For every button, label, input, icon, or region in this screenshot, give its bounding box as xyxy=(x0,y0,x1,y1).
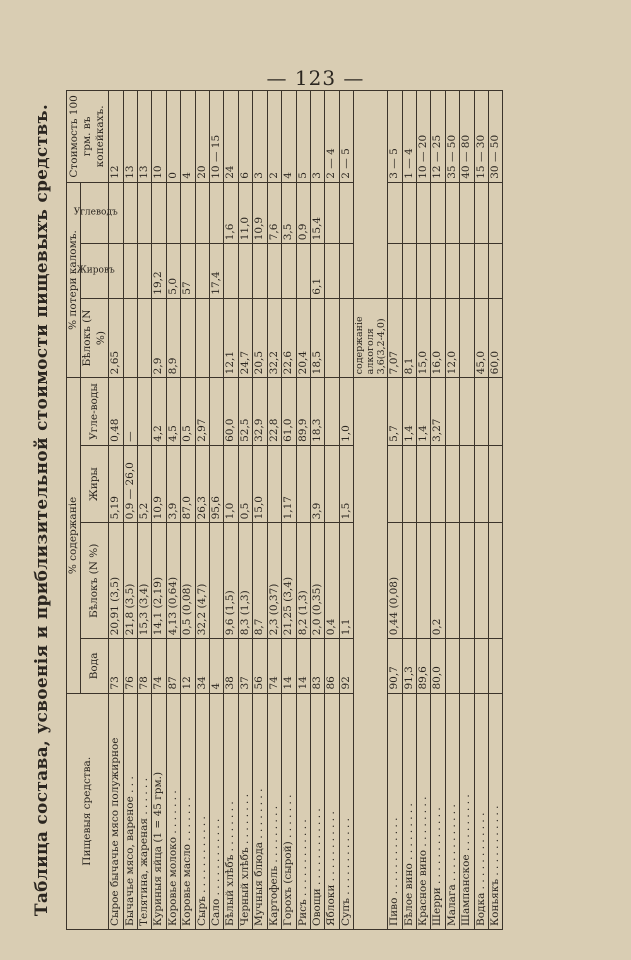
cell-loss-fat xyxy=(459,244,473,298)
cell-carbs: 1,4 xyxy=(416,378,430,446)
table-row xyxy=(296,91,310,930)
header-loss-fat xyxy=(75,244,114,298)
cell-carbs: 0,5 xyxy=(180,378,194,446)
cell-loss-fat xyxy=(387,244,401,298)
cell-food: Бычачье мясо, вареное . . . xyxy=(123,693,137,929)
cell-fat: 10,9 xyxy=(151,445,165,523)
cell-carbs xyxy=(459,378,473,446)
cell-loss-fat xyxy=(402,244,416,298)
cell-cost: 4 xyxy=(180,91,194,183)
cell-carbs: 1,4 xyxy=(402,378,416,446)
table-row xyxy=(252,91,266,930)
cell-loss-protein xyxy=(137,298,151,378)
cell-loss-protein: 18,5 xyxy=(310,298,324,378)
cell-cost: 10 — 20 xyxy=(416,91,430,183)
cell-loss-protein xyxy=(209,298,223,378)
cell-cost: 6 xyxy=(238,91,252,183)
cell-cost: 5 xyxy=(296,91,310,183)
cell-water: 83 xyxy=(310,639,324,693)
cell-water xyxy=(474,639,488,693)
cell-loss-fat xyxy=(123,244,137,298)
cell-water: 74 xyxy=(151,639,165,693)
cell-protein: 4,13 (0,64) xyxy=(166,523,180,639)
cell-water: 37 xyxy=(238,639,252,693)
cell-loss-protein: 12,0 xyxy=(445,298,459,378)
header-composition-group: % содержаніе xyxy=(66,378,80,693)
cell-loss-fat xyxy=(223,244,237,298)
table-row xyxy=(445,91,459,930)
cell-fat xyxy=(474,445,488,523)
cell-loss-fat xyxy=(416,244,430,298)
cell-loss-fat: 17,4 xyxy=(209,244,223,298)
cell-carbs: 89,9 xyxy=(296,378,310,446)
cell-fat: 0,9 — 26,0 xyxy=(123,445,137,523)
cell-water: 14 xyxy=(281,639,295,693)
cell-carbs: 5,7 xyxy=(387,378,401,446)
cell-water: 92 xyxy=(339,639,353,693)
cell-loss-fat xyxy=(137,244,151,298)
cell-fat xyxy=(387,445,401,523)
cell-food: Коньякъ . . . . . . . . . . . xyxy=(488,693,502,929)
cell-protein: 8,2 (1,3) xyxy=(296,523,310,639)
cell-water: 38 xyxy=(223,639,237,693)
cell-loss-carbs xyxy=(488,182,502,244)
cell-cost: 13 xyxy=(137,91,151,183)
cell-carbs: 22,8 xyxy=(267,378,281,446)
cell-loss-carbs: 11,0 xyxy=(238,182,252,244)
cell-fat xyxy=(488,445,502,523)
table-row xyxy=(238,91,252,930)
cell-loss-protein: 2,9 xyxy=(151,298,165,378)
cell-carbs: 61,0 xyxy=(281,378,295,446)
cell-carbs xyxy=(137,378,151,446)
cell-loss-carbs: 3,5 xyxy=(281,182,295,244)
cell-fat: 5,2 xyxy=(137,445,151,523)
cell-carbs xyxy=(445,378,459,446)
cell-water: 34 xyxy=(195,639,209,693)
table-row xyxy=(474,91,488,930)
header-fat: Жиры xyxy=(80,445,108,523)
cell-cost: 20 xyxy=(195,91,209,183)
cell-loss-protein: 8,1 xyxy=(402,298,416,378)
cell-food: Овощи . . . . . . . . . . . . xyxy=(310,693,324,929)
cell-loss-carbs: 7,6 xyxy=(267,182,281,244)
header-loss-carbs-text: Углеводъ xyxy=(72,207,117,218)
cell-loss-fat xyxy=(324,244,338,298)
cell-loss-protein: 20,4 xyxy=(296,298,310,378)
cell-cost: 2 — 4 xyxy=(324,91,338,183)
cell-water: 73 xyxy=(108,639,122,693)
cell-loss-protein xyxy=(324,298,338,378)
cell-loss-fat: 6,1 xyxy=(310,244,324,298)
cell-food: Сало . . . . . . . . . . . . xyxy=(209,693,223,929)
cell-loss-carbs xyxy=(339,182,353,244)
cell-carbs: 3,27 xyxy=(430,378,444,446)
cell-protein: 21,25 (3,4) xyxy=(281,523,295,639)
cell-loss-protein: 16,0 xyxy=(430,298,444,378)
cell-protein: 32,2 (4,7) xyxy=(195,523,209,639)
page-number: — 123 — xyxy=(266,66,365,90)
cell-loss-fat xyxy=(281,244,295,298)
table-row xyxy=(430,91,444,930)
cell-protein xyxy=(445,523,459,639)
cell-cost: 3 — 5 xyxy=(387,91,401,183)
cell-water: 87 xyxy=(166,639,180,693)
header-loss-protein: Бѣлокъ (N %) xyxy=(80,298,108,378)
cell-protein: 2,0 (0,35) xyxy=(310,523,324,639)
cell-cost: 24 xyxy=(223,91,237,183)
cell-fat: 5,19 xyxy=(108,445,122,523)
cell-carbs xyxy=(209,378,223,446)
cell-loss-carbs xyxy=(416,182,430,244)
cell-carbs xyxy=(474,378,488,446)
cell-food: Горохъ (сырой) . . . . . . . xyxy=(281,693,295,929)
cell-food: Сыръ . . . . . . . . . . . . xyxy=(195,693,209,929)
cell-loss-protein xyxy=(123,298,137,378)
cell-loss-carbs xyxy=(209,182,223,244)
cell-carbs: 2,97 xyxy=(195,378,209,446)
cell-fat: 3,9 xyxy=(166,445,180,523)
cell-loss-carbs xyxy=(123,182,137,244)
cell-water: 74 xyxy=(267,639,281,693)
cell-carbs: 60,0 xyxy=(223,378,237,446)
cell-protein: 9,6 (1,5) xyxy=(223,523,237,639)
cell-loss-protein: 60,0 xyxy=(488,298,502,378)
cell-loss-fat xyxy=(488,244,502,298)
cell-food: Водка . . . . . . . . . . . . xyxy=(474,693,488,929)
table-row xyxy=(223,91,237,930)
table-row xyxy=(209,91,223,930)
cell-water xyxy=(459,639,473,693)
cell-food: Шерри . . . . . . . . . . . . xyxy=(430,693,444,929)
header-protein: Бѣлокъ (N %) xyxy=(80,523,108,639)
cell-loss-fat xyxy=(445,244,459,298)
cell-food: Красное вино . . . . . . . . xyxy=(416,693,430,929)
cell-loss-carbs xyxy=(387,182,401,244)
cell-loss-protein xyxy=(195,298,209,378)
cell-loss-fat xyxy=(238,244,252,298)
cell-fat: 95,6 xyxy=(209,445,223,523)
table-row xyxy=(123,91,137,930)
cell-food: Рисъ . . . . . . . . . . . . xyxy=(296,693,310,929)
cell-protein xyxy=(402,523,416,639)
cell-protein: 1,1 xyxy=(339,523,353,639)
cell-loss-fat xyxy=(474,244,488,298)
cell-fat: 1,17 xyxy=(281,445,295,523)
cell-fat: 26,3 xyxy=(195,445,209,523)
cell-loss-carbs xyxy=(166,182,180,244)
cell-loss-carbs xyxy=(137,182,151,244)
cell-carbs xyxy=(324,378,338,446)
rotated-table-area xyxy=(31,90,516,930)
cell-cost: 3 xyxy=(252,91,266,183)
alcohol-note: содержаніе алкоголя 3,6(3,2-4,0) xyxy=(353,298,387,378)
cell-water: 86 xyxy=(324,639,338,693)
cell-loss-carbs xyxy=(180,182,194,244)
header-loss-fat-text: Жировъ xyxy=(75,265,114,276)
cell-loss-protein xyxy=(339,298,353,378)
cell-water: 78 xyxy=(137,639,151,693)
cell-fat: 15,0 xyxy=(252,445,266,523)
cell-protein xyxy=(474,523,488,639)
cell-loss-carbs xyxy=(195,182,209,244)
cell-protein xyxy=(488,523,502,639)
cell-food: Яблоки . . . . . . . . . . . xyxy=(324,693,338,929)
cell-protein: 21,8 (3,5) xyxy=(123,523,137,639)
cell-water: 4 xyxy=(209,639,223,693)
cell-food: Коровье масло . . . . . . . xyxy=(180,693,194,929)
table-caption: Таблица состава, усвоенія и приблизительной стоимости пищевыхъ средствъ. xyxy=(31,103,52,917)
table-row xyxy=(267,91,281,930)
cell-loss-protein: 8,9 xyxy=(166,298,180,378)
table-row xyxy=(488,91,502,930)
cell-loss-protein: 20,5 xyxy=(252,298,266,378)
cell-cost: 2 — 5 xyxy=(339,91,353,183)
cell-protein: 2,3 (0,37) xyxy=(267,523,281,639)
cell-loss-fat xyxy=(195,244,209,298)
cell-water: 12 xyxy=(180,639,194,693)
cell-water: 89,6 xyxy=(416,639,430,693)
cell-loss-carbs xyxy=(324,182,338,244)
cell-food: Бѣлый хлѣбъ . . . . . . . . xyxy=(223,693,237,929)
cell-fat xyxy=(459,445,473,523)
header-carbs: Угле-воды xyxy=(80,378,108,446)
table-row xyxy=(195,91,209,930)
cell-loss-fat xyxy=(296,244,310,298)
cell-carbs xyxy=(488,378,502,446)
table-row xyxy=(180,91,194,930)
cell-water: 91,3 xyxy=(402,639,416,693)
cell-cost: 30 — 50 xyxy=(488,91,502,183)
cell-fat: 0,5 xyxy=(238,445,252,523)
cell-loss-fat xyxy=(267,244,281,298)
cell-loss-carbs xyxy=(474,182,488,244)
table-row xyxy=(387,91,401,930)
cell-loss-protein: 22,6 xyxy=(281,298,295,378)
cell-protein: 0,44 (0,08) xyxy=(387,523,401,639)
cell-protein xyxy=(209,523,223,639)
cell-water xyxy=(488,639,502,693)
cell-loss-fat: 5,0 xyxy=(166,244,180,298)
cell-loss-protein: 12,1 xyxy=(223,298,237,378)
cell-food: Малага . . . . . . . . . . . . xyxy=(445,693,459,929)
cell-loss-protein: 32,2 xyxy=(267,298,281,378)
cell-loss-fat: 19,2 xyxy=(151,244,165,298)
cell-cost: 35 — 50 xyxy=(445,91,459,183)
cell-carbs: 4,5 xyxy=(166,378,180,446)
header-water: Вода xyxy=(80,639,108,693)
cell-loss-carbs: 15,4 xyxy=(310,182,324,244)
cell-loss-carbs xyxy=(402,182,416,244)
cell-carbs: — xyxy=(123,378,137,446)
table-row xyxy=(151,91,165,930)
table-row xyxy=(459,91,473,930)
cell-loss-protein: 2,65 xyxy=(108,298,122,378)
cell-carbs: 0,48 xyxy=(108,378,122,446)
cell-loss-fat xyxy=(339,244,353,298)
cell-water: 90,7 xyxy=(387,639,401,693)
cell-loss-fat xyxy=(252,244,266,298)
cell-water: 56 xyxy=(252,639,266,693)
cell-protein xyxy=(416,523,430,639)
table-row xyxy=(281,91,295,930)
table-row xyxy=(339,91,353,930)
cell-food: Пиво . . . . . . . . . . . . xyxy=(387,693,401,929)
cell-loss-carbs: 1,6 xyxy=(223,182,237,244)
cell-loss-protein: 24,7 xyxy=(238,298,252,378)
cell-fat xyxy=(324,445,338,523)
table-row xyxy=(324,91,338,930)
cell-protein: 8,3 (1,3) xyxy=(238,523,252,639)
cell-cost: 1 — 4 xyxy=(402,91,416,183)
cell-cost: 15 — 30 xyxy=(474,91,488,183)
cell-cost: 12 xyxy=(108,91,122,183)
cell-fat xyxy=(445,445,459,523)
cell-protein: 0,2 xyxy=(430,523,444,639)
cell-food: Сырое бычачье мясо полужирное xyxy=(108,693,122,929)
food-composition-table xyxy=(66,90,503,930)
cell-fat xyxy=(296,445,310,523)
table-row xyxy=(137,91,151,930)
cell-loss-carbs xyxy=(151,182,165,244)
table-body xyxy=(108,91,502,930)
cell-fat: 3,9 xyxy=(310,445,324,523)
header-cost: Стоимость 100 грм. въ копейкахъ. xyxy=(66,91,108,183)
cell-cost: 10 — 15 xyxy=(209,91,223,183)
cell-fat xyxy=(430,445,444,523)
cell-loss-carbs xyxy=(430,182,444,244)
table-row xyxy=(402,91,416,930)
cell-carbs: 1,0 xyxy=(339,378,353,446)
cell-cost: 12 — 25 xyxy=(430,91,444,183)
cell-loss-carbs: 0,9 xyxy=(296,182,310,244)
cell-food: Мучныя блюда . . . . . . . . xyxy=(252,693,266,929)
cell-loss-protein xyxy=(459,298,473,378)
cell-cost: 4 xyxy=(281,91,295,183)
cell-carbs: 18,3 xyxy=(310,378,324,446)
cell-fat: 1,5 xyxy=(339,445,353,523)
table-row xyxy=(416,91,430,930)
header-loss-carbs xyxy=(72,182,117,244)
cell-loss-protein: 7,07 xyxy=(387,298,401,378)
cell-protein: 15,3 (3,4) xyxy=(137,523,151,639)
cell-protein: 14,1 (2,19) xyxy=(151,523,165,639)
cell-cost: 0 xyxy=(166,91,180,183)
cell-loss-fat: 57 xyxy=(180,244,194,298)
header-food: Пищевыя средства. xyxy=(66,693,108,929)
table-row xyxy=(166,91,180,930)
cell-carbs: 52,5 xyxy=(238,378,252,446)
cell-cost: 13 xyxy=(123,91,137,183)
table-row xyxy=(310,91,324,930)
cell-water: 76 xyxy=(123,639,137,693)
cell-food: Черный хлѣбъ . . . . . . . . xyxy=(238,693,252,929)
cell-protein: 0,5 (0,08) xyxy=(180,523,194,639)
cell-fat xyxy=(416,445,430,523)
cell-fat xyxy=(402,445,416,523)
cell-carbs: 4,2 xyxy=(151,378,165,446)
cell-protein xyxy=(459,523,473,639)
cell-loss-protein: 15,0 xyxy=(416,298,430,378)
cell-food: Куриныя яйца (1 = 45 грм.) xyxy=(151,693,165,929)
cell-water: 14 xyxy=(296,639,310,693)
cell-food: Телятина, жареная . . . . . . xyxy=(137,693,151,929)
cell-food: Коровье молоко . . . . . . . xyxy=(166,693,180,929)
alcohol-note-row xyxy=(353,91,387,930)
cell-food: Шампанское . . . . . . . . . xyxy=(459,693,473,929)
cell-water xyxy=(445,639,459,693)
cell-loss-fat xyxy=(430,244,444,298)
cell-loss-protein xyxy=(180,298,194,378)
cell-food: Супъ . . . . . . . . . . . . xyxy=(339,693,353,929)
cell-cost: 40 — 80 xyxy=(459,91,473,183)
cell-fat: 87,0 xyxy=(180,445,194,523)
header-loss-group: % потери каломъ. xyxy=(66,182,80,378)
cell-loss-carbs: 10,9 xyxy=(252,182,266,244)
cell-fat: 1,0 xyxy=(223,445,237,523)
cell-water: 80,0 xyxy=(430,639,444,693)
cell-food: Бѣлое вино . . . . . . . . . xyxy=(402,693,416,929)
cell-protein: 0,4 xyxy=(324,523,338,639)
cell-cost: 3 xyxy=(310,91,324,183)
cell-cost: 10 xyxy=(151,91,165,183)
cell-carbs: 32,9 xyxy=(252,378,266,446)
cell-protein: 20,91 (3,5) xyxy=(108,523,122,639)
cell-loss-protein: 45,0 xyxy=(474,298,488,378)
cell-cost: 2 xyxy=(267,91,281,183)
cell-loss-carbs xyxy=(459,182,473,244)
alcohol-note-spacer xyxy=(353,378,387,930)
cell-protein: 8,7 xyxy=(252,523,266,639)
cell-fat xyxy=(267,445,281,523)
cell-food: Картофель . . . . . . . . . xyxy=(267,693,281,929)
cell-loss-carbs xyxy=(445,182,459,244)
alcohol-note-spacer xyxy=(353,91,387,299)
